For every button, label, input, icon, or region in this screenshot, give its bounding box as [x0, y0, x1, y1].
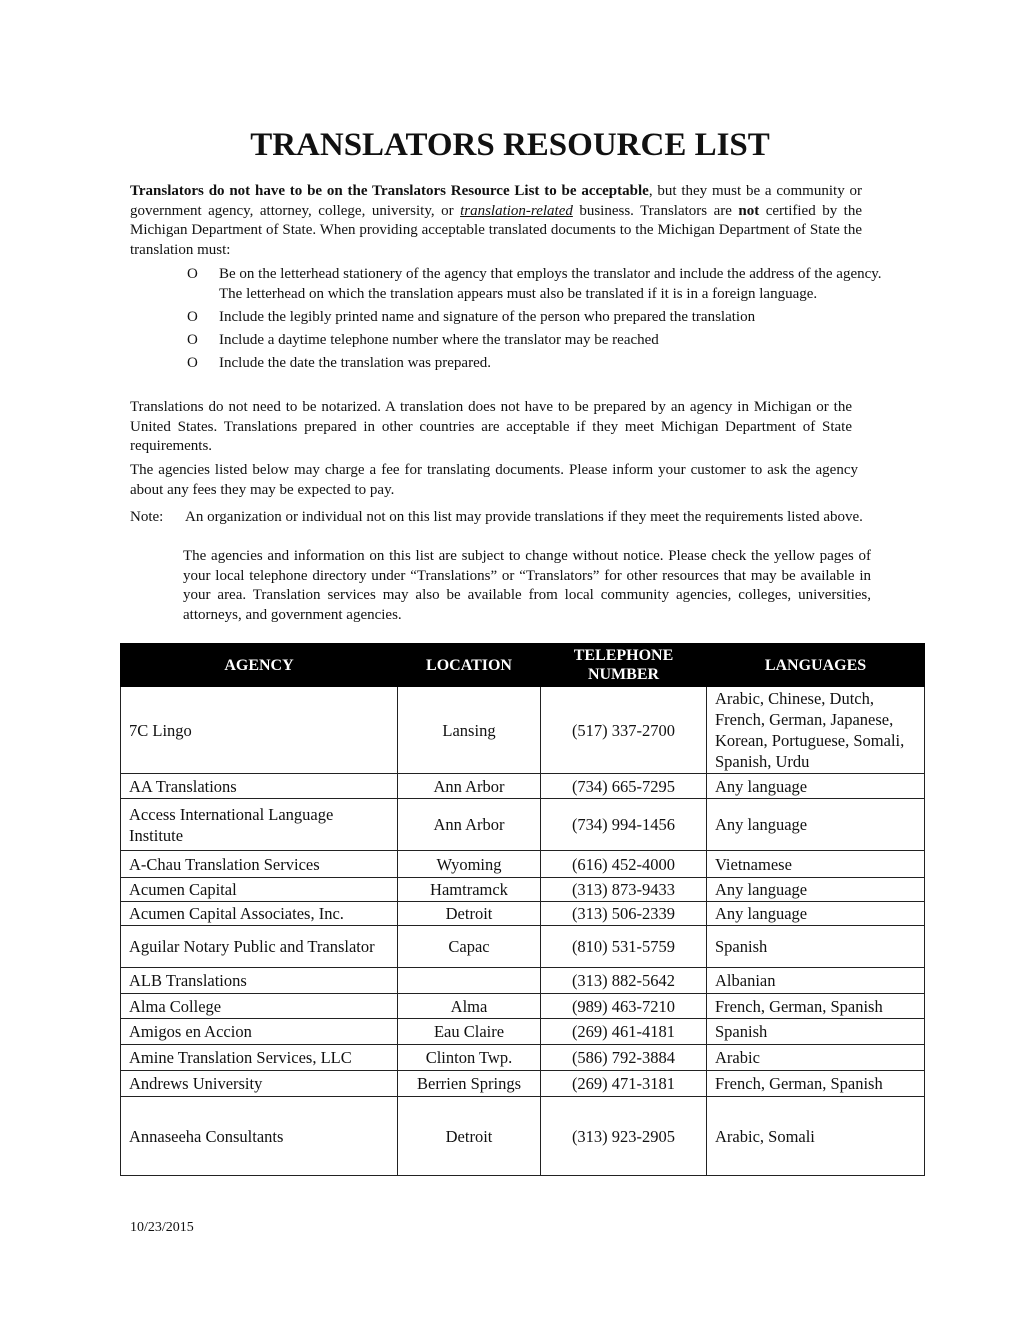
requirements-list	[187, 265, 887, 377]
location-cell: Lansing	[398, 687, 541, 774]
requirement-text: Include the legibly printed name and signature of the person who prepared the translation	[219, 308, 756, 325]
table-row	[121, 878, 925, 902]
languages-cell: Any language	[707, 799, 925, 851]
table-row	[121, 994, 925, 1019]
phone-cell: (734) 665-7295	[541, 774, 707, 799]
languages-cell: Arabic, Somali	[707, 1097, 925, 1176]
notarization-paragraph: Translations do not need to be notarized. A translation does not have to be prepared by an agency in Michigan or the United States. Translations prepared in other countries are acceptable if they meet Michigan Department of State requirements.	[130, 399, 852, 454]
languages-cell: Albanian	[707, 968, 925, 994]
languages-cell: Spanish	[707, 1019, 925, 1045]
phone-cell: (313) 882-5642	[541, 968, 707, 994]
list-item	[187, 331, 887, 351]
page-title: TRANSLATORS RESOURCE LIST	[250, 127, 770, 163]
languages-cell: French, German, Spanish	[707, 994, 925, 1019]
intro-text-b: business. Translators are	[572, 202, 739, 219]
agency-cell: AA Translations	[121, 774, 398, 799]
list-item	[187, 265, 887, 304]
agency-cell: 7C Lingo	[121, 687, 398, 774]
agency-cell: ALB Translations	[121, 968, 398, 994]
phone-cell: (616) 452-4000	[541, 851, 707, 878]
phone-cell: (269) 471-3181	[541, 1071, 707, 1097]
list-item	[187, 308, 887, 328]
languages-cell: Spanish	[707, 926, 925, 968]
location-cell: Ann Arbor	[398, 799, 541, 851]
header-location: LOCATION	[398, 644, 541, 687]
agency-cell: Alma College	[121, 994, 398, 1019]
table-row	[121, 1071, 925, 1097]
requirement-text: Include the date the translation was prepared.	[219, 354, 491, 371]
header-agency: AGENCY	[121, 644, 398, 687]
note-paragraph	[130, 508, 905, 528]
table-row	[121, 687, 925, 774]
requirement-text: Be on the letterhead stationery of the agency that employs the translator and include the address of the agency. The letterhead on which the translation appears must also be translated if it is in a foreign language.	[219, 266, 882, 302]
phone-cell: (313) 873-9433	[541, 878, 707, 902]
table-row	[121, 1097, 925, 1176]
note-indented-paragraph: The agencies and information on this list are subject to change without notice. Please check the yellow pages of your local telephone directory under “Translations” or “Translators” for other resources that may be available in your area. Translation services may also be available from local community agencies, colleges, universities, attorneys, and government agencies.	[183, 548, 871, 623]
phone-cell: (586) 792-3884	[541, 1045, 707, 1071]
intro-bold-not: not	[738, 202, 760, 219]
languages-cell: Any language	[707, 774, 925, 799]
location-cell: Clinton Twp.	[398, 1045, 541, 1071]
bullet-mark: O	[187, 331, 198, 348]
bullet-mark: O	[187, 308, 198, 325]
phone-cell: (269) 461-4181	[541, 1019, 707, 1045]
requirement-text: Include a daytime telephone number where the translator may be reached	[219, 331, 659, 348]
agency-cell: Andrews University	[121, 1071, 398, 1097]
agency-cell: Acumen Capital Associates, Inc.	[121, 902, 398, 926]
intro-text-c: certified by the Michigan Department of State. When providing acceptable translated documents to the Michigan Department of State the translation must:	[130, 202, 863, 258]
phone-cell: (517) 337-2700	[541, 687, 707, 774]
agency-cell: Access International Language Institute	[121, 799, 398, 851]
phone-cell: (989) 463-7210	[541, 994, 707, 1019]
location-cell: Hamtramck	[398, 878, 541, 902]
languages-cell: French, German, Spanish	[707, 1071, 925, 1097]
table-row	[121, 926, 925, 968]
location-cell	[398, 968, 541, 994]
agency-cell: Aguilar Notary Public and Translator	[121, 926, 398, 968]
languages-cell: Vietnamese	[707, 851, 925, 878]
location-cell: Capac	[398, 926, 541, 968]
footer-date: 10/23/2015	[130, 1220, 194, 1235]
languages-cell: Arabic, Chinese, Dutch, French, German, Japanese, Korean, Portuguese, Somali, Spanish, Urdu	[707, 687, 925, 774]
bullet-mark: O	[187, 266, 198, 282]
agency-cell: Annaseeha Consultants	[121, 1097, 398, 1176]
phone-cell: (810) 531-5759	[541, 926, 707, 968]
table-row	[121, 902, 925, 926]
location-cell: Detroit	[398, 902, 541, 926]
fee-paragraph: The agencies listed below may charge a fee for translating documents. Please inform your customer to ask the agency about any fees they may be expected to pay.	[130, 462, 858, 498]
languages-cell: Arabic	[707, 1045, 925, 1071]
phone-cell: (734) 994-1456	[541, 799, 707, 851]
intro-bold-lead: Translators do not have to be on the Translators Resource List to be acceptable	[130, 183, 649, 199]
table-row	[121, 774, 925, 799]
intro-italic-term: translation-related	[460, 202, 573, 219]
phone-cell: (313) 506-2339	[541, 902, 707, 926]
location-cell: Berrien Springs	[398, 1071, 541, 1097]
note-label: Note:	[130, 509, 164, 525]
header-languages: LANGUAGES	[707, 644, 925, 687]
location-cell: Wyoming	[398, 851, 541, 878]
location-cell: Eau Claire	[398, 1019, 541, 1045]
table-header-row	[121, 644, 925, 687]
languages-cell: Any language	[707, 902, 925, 926]
note-text: An organization or individual not on this list may provide translations if they meet the requirements listed above.	[185, 509, 863, 525]
header-telephone: TELEPHONE NUMBER	[541, 644, 707, 687]
agency-cell: Acumen Capital	[121, 878, 398, 902]
list-item	[187, 354, 887, 374]
intro-text-a: , but they must be a community or government agency, attorney, college, university, or	[130, 183, 862, 219]
agency-cell: Amine Translation Services, LLC	[121, 1045, 398, 1071]
location-cell: Ann Arbor	[398, 774, 541, 799]
agency-cell: A-Chau Translation Services	[121, 851, 398, 878]
table-row	[121, 851, 925, 878]
resource-table	[120, 643, 925, 1176]
table-row	[121, 968, 925, 994]
agency-cell: Amigos en Accion	[121, 1019, 398, 1045]
location-cell: Alma	[398, 994, 541, 1019]
intro-paragraph	[130, 182, 862, 260]
table-row	[121, 1045, 925, 1071]
bullet-mark: O	[187, 354, 198, 371]
location-cell: Detroit	[398, 1097, 541, 1176]
phone-cell: (313) 923-2905	[541, 1097, 707, 1176]
table-row	[121, 1019, 925, 1045]
table-row	[121, 799, 925, 851]
languages-cell: Any language	[707, 878, 925, 902]
